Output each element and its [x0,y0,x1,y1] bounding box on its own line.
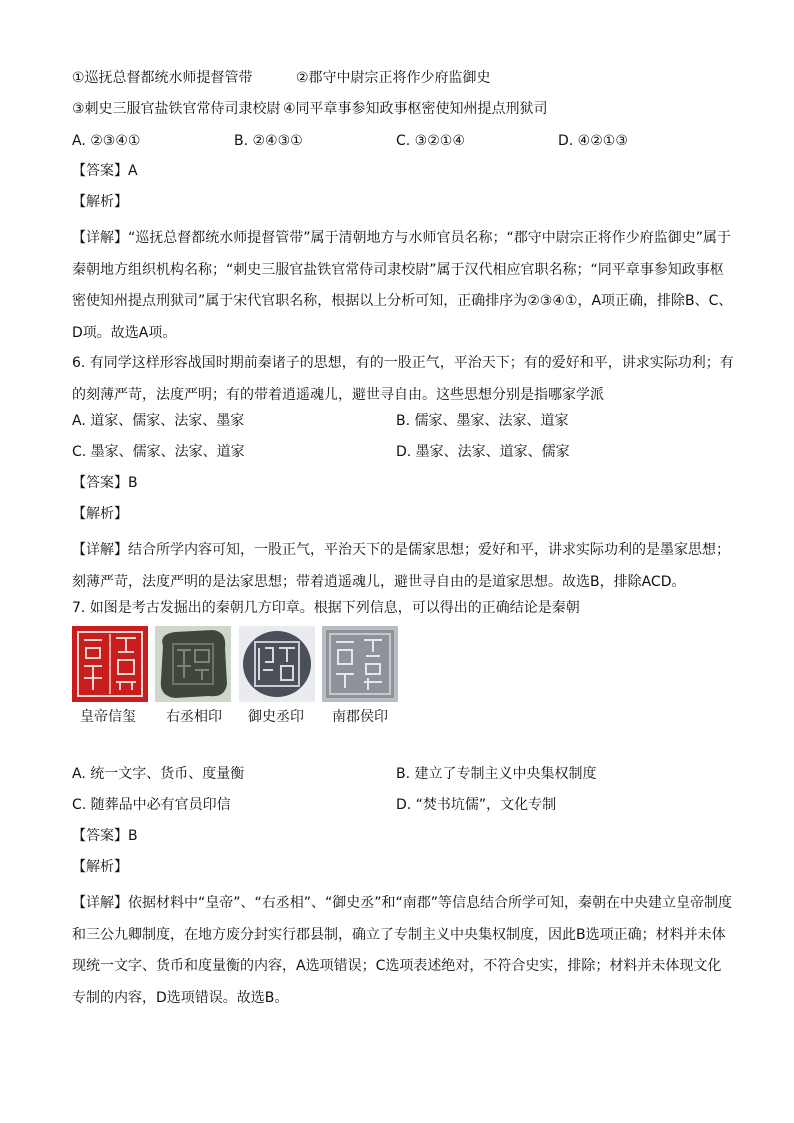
q7-choice-a: A. 统一文字、货币、度量衡 [72,766,245,782]
q7-answer: 【答案】B [72,828,138,844]
q6-choices-row-2 [72,442,734,462]
q5-choice-b: B. ②④③① [234,133,303,149]
q5-answer: 【答案】A [72,163,138,179]
seal-caption-2: 右丞相印 [166,709,222,725]
q7-choices-row-1 [72,764,734,784]
seal-caption-1: 皇帝信玺 [80,709,136,725]
q7-stem: 7. 如图是考古发掘出的秦朝几方印章。根据下列信息，可以得出的正确结论是秦朝 [72,600,580,616]
seal-censor-drawing [239,626,315,702]
q6-detail: 【详解】结合所学内容可知，一股正气，平治天下的是儒家思想；爱好和平，讲求实际功利的是墨家思想；刻薄严苛，法度严明的是法家思想；带着逍遥魂儿，避世寻自由的是道家思想。故选B，排除ACD。 [72,542,730,590]
seal-image-commandery [322,626,398,702]
q5-detail: 【详解】“巡抚总督都统水师提督管带”属于清朝地方与水师官员名称；“郡守中尉宗正将作少府监御史”属于秦朝地方组织机构名称；“刺史三服官盐铁官常侍司隶校尉”属于汉代相应官职名称；“同平章事参知政事枢密使知州提点刑狱司”属于宋代官职名称，根据以上分析可知，正确排序为②③④①，A项正确，排除B、C、D项。故选A项。 [72,230,733,341]
q6-choice-b: B. 儒家、墨家、法家、道家 [396,413,569,429]
q5-option-4: ④同平章事参知政事枢密使知州提点刑狱司 [283,101,548,117]
q5-option-2: ②郡守中尉宗正将作少府监御史 [296,70,491,86]
q7-choice-d: D. “焚书坑儒”，文化专制 [396,797,557,813]
q5-choices [72,131,734,151]
q5-choice-d: D. ④②①③ [558,133,628,149]
seal-image-emperor [72,626,148,702]
seal-chancellor-drawing [155,626,231,702]
q7-detail: 【详解】依据材料中“皇帝”、“右丞相”、“御史丞”和“南郡”等信息结合所学可知，秦朝在中央建立皇帝制度和三公九卿制度，在地方废分封实行郡县制，确立了专制主义中央集权制度，因此B选项正确；材料并未体现统一文字、货币和度量衡的内容，A选项错误；C选项表述绝对，不符合史实，排除；材料并未体现文化专制的内容，D选项错误。故选B。 [72,895,733,1006]
seal-image-censor [239,626,315,702]
seal-caption-4: 南郡侯印 [332,709,388,725]
q7-choice-c: C. 随葬品中必有官员印信 [72,797,231,813]
seal-commandery-drawing [322,626,398,702]
seal-caption-3: 御史丞印 [248,709,304,725]
q5-analysis-label: 【解析】 [72,194,128,210]
q6-analysis-label: 【解析】 [72,506,128,522]
q6-choice-a: A. 道家、儒家、法家、墨家 [72,413,245,429]
q6-answer: 【答案】B [72,475,138,491]
q5-option-row-2 [72,99,734,119]
q6-choices-row-1 [72,411,734,431]
q6-choice-c: C. 墨家、儒家、法家、道家 [72,444,245,460]
q7-choice-b: B. 建立了专制主义中央集权制度 [396,766,597,782]
q5-option-1: ①巡抚总督都统水师提督管带 [72,70,253,86]
seal-image-chancellor [155,626,231,702]
q7-analysis-label: 【解析】 [72,859,128,875]
seal-emperor-drawing [72,626,148,702]
q5-option-3: ③刺史三服官盐铁官常侍司隶校尉 [72,101,281,117]
q7-choices-row-2 [72,795,734,815]
q5-choice-a: A. ②③④① [72,133,141,149]
q5-option-row-1 [72,68,734,88]
q6-choice-d: D. 墨家、法家、道家、儒家 [396,444,570,460]
q5-choice-c: C. ③②①④ [396,133,465,149]
q6-stem: 6. 有同学这样形容战国时期前秦诸子的思想，有的一股正气，平治天下；有的爱好和平，讲求实际功利；有的刻薄严苛，法度严明；有的带着逍遥魂儿，避世寻自由。这些思想分别是指哪家学派 [72,355,734,403]
